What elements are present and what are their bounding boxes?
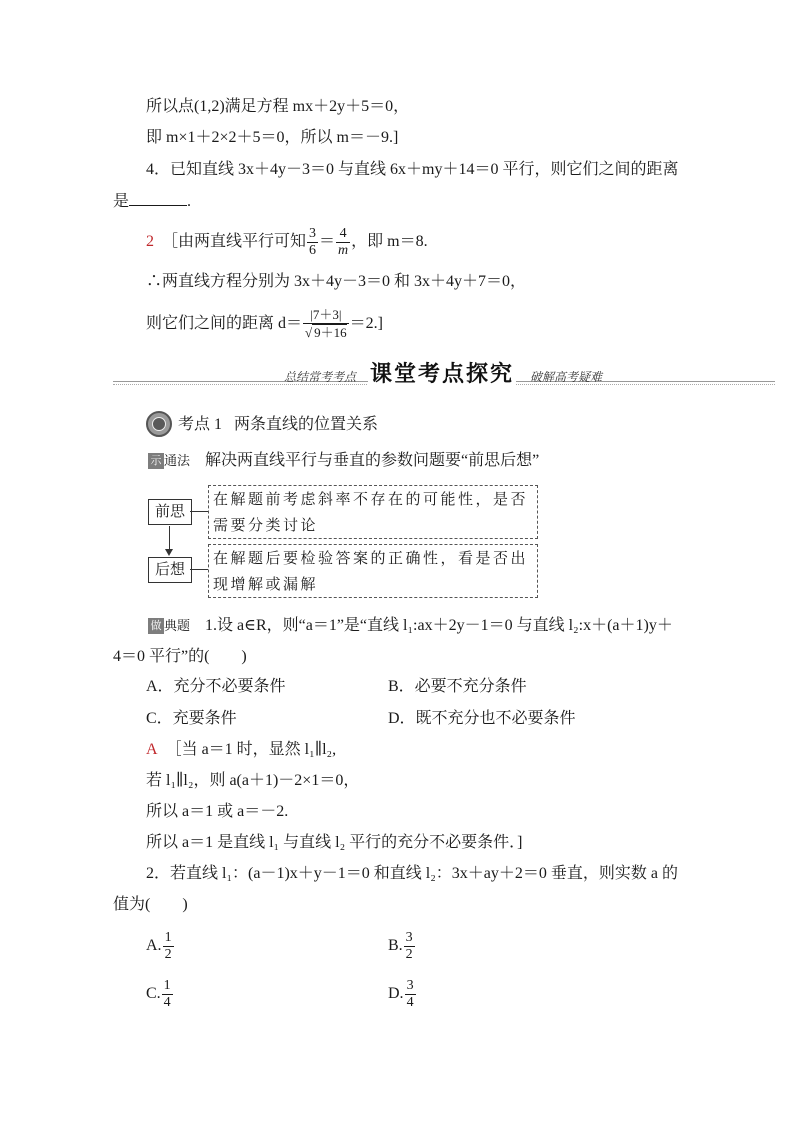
step-before-box: 前思: [148, 499, 192, 525]
down-arrow-icon: [169, 526, 170, 554]
kaodian-circle-icon: [146, 411, 172, 437]
section-right-caption: 破解高考疑难: [530, 370, 603, 384]
q2-option-b: B. $\frac{3}{2}$: [388, 929, 413, 962]
q1-stem: 1.设 a∈R，则“a＝1”是“直线 l₁:ax＋2y－1＝0 与直线 l₂:x＋(a＋1)y＋: [205, 617, 673, 634]
dianti-tag-icon: 做: [148, 618, 164, 634]
answer-blank: [129, 191, 187, 206]
q1-option-b: B．必要不充分条件: [388, 678, 527, 695]
prev-solution-line-1: 所以点(1,2)满足方程 mx＋2y＋5＝0，: [146, 98, 410, 115]
connector-line-2: [190, 569, 208, 570]
q4-solution-2: ∴两直线方程分别为 3x＋4y－3＝0 和 3x＋4y＋7＝0，: [146, 273, 527, 290]
q1-stem-cont: 4＝0 平行”的( ): [113, 648, 247, 665]
step-after-text: 在解题后要检验答案的正确性，看是否出现增解或漏解: [208, 544, 538, 598]
q1-solution-1: A ［当 a＝1 时，显然 l₁∥l₂,: [146, 741, 337, 758]
connector-line-1: [190, 511, 208, 512]
kaodian-heading: [178, 415, 378, 435]
q2-option-a: A. $\frac{1}{2}$: [146, 929, 172, 962]
q4-solution-1: 2 ［由两直线平行可知 $\frac{3}{6}$ ＝ $\frac{4}{m}$ ，即 m＝8.: [146, 225, 428, 258]
dianti-tag-label: 典题: [164, 618, 191, 633]
section-title: 课堂考点探究: [368, 357, 516, 388]
q1-solution-2: 若 l₁∥l₂，则 a(a＋1)－2×1＝0，: [146, 772, 360, 789]
kaodian-title: 两条直线的位置关系: [234, 416, 379, 433]
tongfa-tag-label: 通法: [164, 453, 191, 468]
prev-solution-line-2: 即 m×1＋2×2＋5＝0，所以 m＝－9.]: [146, 129, 399, 146]
section-left-caption: 总结常考考点: [284, 370, 357, 384]
q4-stem: 4．已知直线 3x＋4y－3＝0 与直线 6x＋my＋14＝0 平行，则它们之间的距离: [146, 161, 679, 178]
fraction-4-m: $\frac{4}{m}$: [338, 225, 349, 258]
q2-stem-cont: 值为( ): [113, 896, 188, 913]
distance-fraction: $\frac{|7+3|}{√ 9+16}$: [305, 307, 347, 341]
q2-option-d: D. $\frac{3}{4}$: [388, 977, 414, 1010]
q2-option-c: C. $\frac{1}{4}$: [146, 977, 171, 1010]
q2-stem: 2．若直线 l₁：(a－1)x＋y－1＝0 和直线 l₂：3x＋ay＋2＝0 垂直，则实数 a 的: [146, 865, 679, 882]
q4-solution-3: 则它们之间的距离 d＝ $\frac{|7+3|}{√ 9+16}$ ＝2.]: [146, 307, 384, 341]
q4-answer: 2: [146, 233, 154, 250]
fraction-3-6: $\frac{3}{6}$: [309, 225, 317, 258]
q1-solution-4: 所以 a＝1 是直线 l₁ 与直线 l₂ 平行的充分不必要条件．]: [146, 834, 523, 851]
q1-option-a: A．充分不必要条件: [146, 678, 286, 695]
q4-stem-cont: 是 .: [113, 193, 192, 210]
kaodian-label: 考点 1: [178, 416, 223, 433]
tongfa-text: 解决两直线平行与垂直的参数问题要“前思后想”: [205, 452, 540, 469]
step-after-box: 后想: [148, 557, 192, 583]
tongfa-tag-icon: 示: [148, 453, 164, 469]
q1-answer: A: [146, 741, 158, 758]
q1-option-c: C．充要条件: [146, 710, 237, 727]
q1-option-d: D．既不充分也不必要条件: [388, 710, 576, 727]
step-before-text: 在解题前考虑斜率不存在的可能性，是否需要分类讨论: [208, 485, 538, 539]
q1-solution-3: 所以 a＝1 或 a＝－2.: [146, 803, 289, 820]
